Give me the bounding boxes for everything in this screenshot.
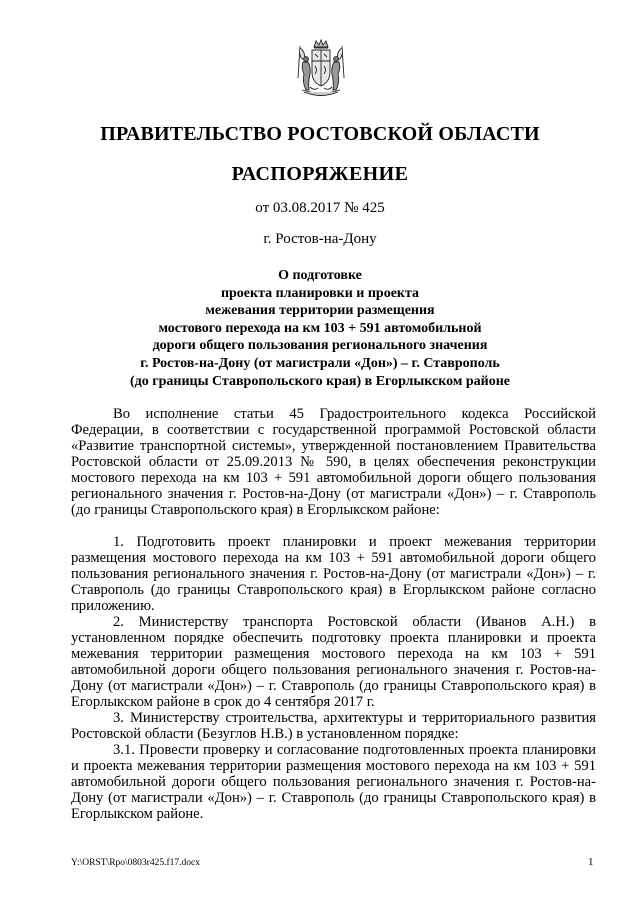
subject-line: О подготовке bbox=[278, 268, 362, 283]
organization-title: ПРАВИТЕЛЬСТВО РОСТОВСКОЙ ОБЛАСТИ bbox=[100, 123, 540, 145]
item-2-paragraph: 2. Министерству транспорта Ростовской области (Иванов А.Н.) в установленном порядке обеспечить подготовку проекта планировки и проекта межевания территории размещения мостового перехода на км 103 + 591 автомобильной дороги общего пользования регионального значения г. Ростов-на-Дону (от магистрали «Дон») – г. Ставрополь (до границы Ставропольского края) в Егорлыкском районе в срок до 4 сентября 2017 г. bbox=[71, 614, 596, 710]
subject-line: проекта планировки и проекта bbox=[220, 285, 420, 301]
item-3-paragraph: 3. Министерству строительства, архитектуры и территориального развития Ростовской области (Безуглов Н.В.) в установленном порядке: bbox=[71, 710, 596, 742]
document-type: РАСПОРЯЖЕНИЕ bbox=[231, 163, 409, 185]
coat-of-arms-emblem bbox=[294, 38, 348, 100]
footer-file-path: Y:\ORST\Rpo\0803r425.f17.docx bbox=[71, 858, 200, 868]
document-body bbox=[71, 406, 596, 822]
subject-line: (до границы Ставропольского края) в Егорлыкском районе bbox=[129, 373, 511, 389]
preamble-paragraph: Во исполнение статьи 45 Градостроительного кодекса Российской Федерации, в соответствии с государственной программой Ростовской области «Развитие транспортной системы», утвержденной постановлением Правительства Ростовской области от 25.09.2013 № 590, в целях обеспечения реконструкции мостового перехода на км 103 + 591 автомобильной дороги общего пользования регионального значения г. Ростов-на-Дону (от магистрали «Дон») – г. Ставрополь (до границы Ставропольского края) в Егорлыкском районе: bbox=[71, 406, 596, 518]
subject-line: мостового перехода на км 103 + 591 автомобильной bbox=[158, 320, 482, 336]
subject-line: г. Ростов-на-Дону (от магистрали «Дон») – г. Ставрополь bbox=[140, 355, 500, 371]
document-city: г. Ростов-на-Дону bbox=[263, 231, 377, 247]
subject-line: дороги общего пользования регионального значения bbox=[152, 338, 488, 354]
item-3-1-paragraph: 3.1. Провести проверку и согласование подготовленных проекта планировки и проекта межевания территории размещения мостового перехода на км 103 + 591 автомобильной дороги общего пользования регионального значения г. Ростов-на-Дону (от магистрали «Дон») – г. Ставрополь (до границы Ставропольского края) в Егорлыкском районе. bbox=[71, 742, 596, 822]
document-date-number: от 03.08.2017 № 425 bbox=[255, 200, 385, 216]
document-subject bbox=[100, 267, 540, 390]
subject-line: межевания территории размещения bbox=[205, 303, 435, 319]
page-number: 1 bbox=[588, 856, 594, 868]
item-1-paragraph: 1. Подготовить проект планировки и проект межевания территории размещения мостового перехода на км 103 + 591 автомобильной дороги общего пользования регионального значения г. Ростов-на-Дону (от магистрали «Дон») – г. Ставрополь (до границы Ставропольского края) в Егорлыкском районе согласно приложению. bbox=[71, 534, 596, 614]
